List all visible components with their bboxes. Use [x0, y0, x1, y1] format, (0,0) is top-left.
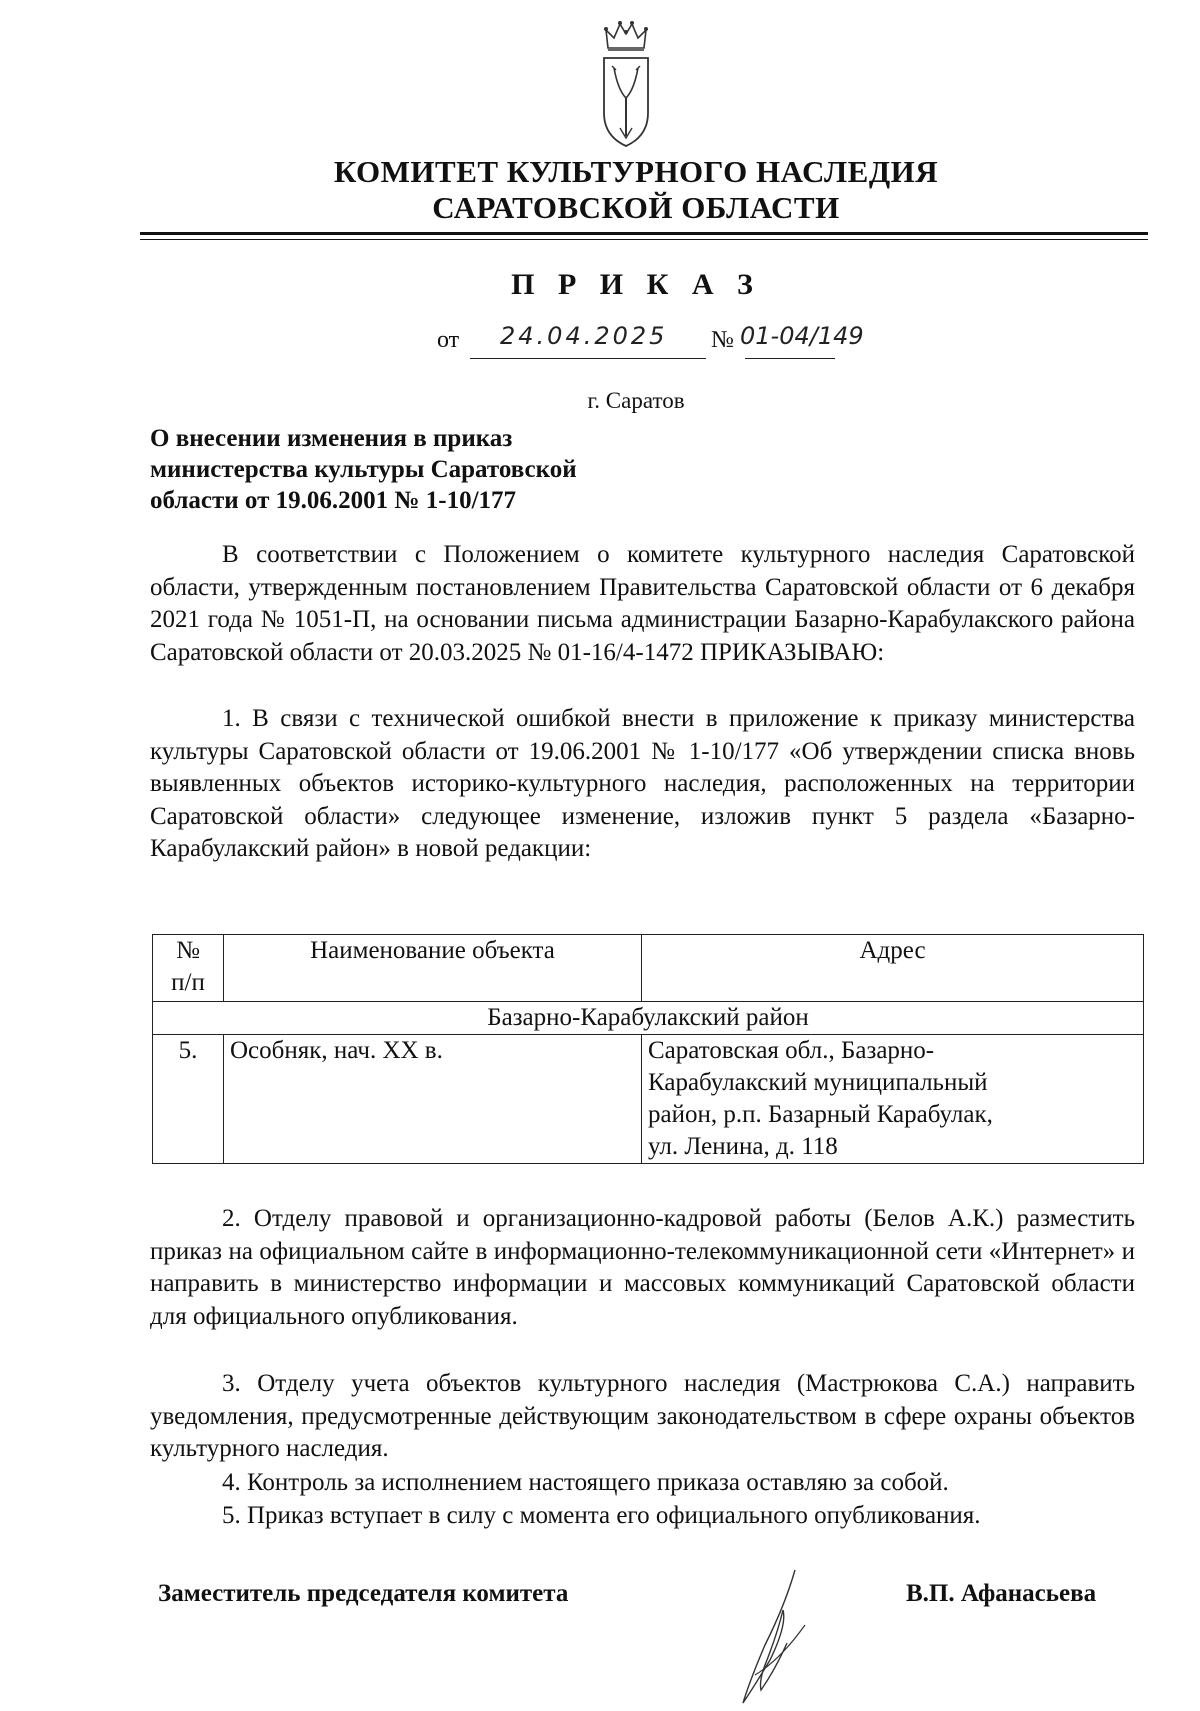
item-1-paragraph: 1. В связи с технической ошибкой внести в приложение к приказу министерства культуры Саратовской области от 19.06.2001 № 1-10/177 «Об утверждении списка вновь выявленных объектов историко-культурного наследия, расположенных на территории Саратовской области» следующее изменение, изложив пункт 5 раздела «Базарно-Карабулакский район» в новой редакции: — [150, 705, 1135, 862]
header-cell-number: № п/п — [153, 935, 224, 1002]
subject-line: области от 19.06.2001 № 1-10/177 — [150, 487, 517, 514]
date-prefix: от — [437, 327, 460, 353]
table-header-row — [153, 935, 1144, 1002]
header-rule-thick — [140, 232, 1148, 235]
subject-line: министерства культуры Саратовской — [150, 456, 577, 483]
item-5-paragraph: 5. Приказ вступает в силу с момента его официального опубликования. — [222, 1502, 981, 1529]
organization-name-line1: КОМИТЕТ КУЛЬТУРНОГО НАСЛЕДИЯ — [333, 154, 939, 189]
table-district-row — [153, 1002, 1144, 1035]
order-number: 01-04/149 — [740, 322, 864, 350]
item-4-paragraph: 4. Контроль за исполнением настоящего приказа оставляю за собой. — [222, 1469, 949, 1496]
heritage-object-table — [152, 934, 1144, 1164]
date-underline — [470, 358, 706, 359]
organization-name-line2: САРАТОВСКОЙ ОБЛАСТИ — [432, 190, 840, 225]
number-underline — [745, 358, 835, 359]
header-rule-thin — [140, 239, 1148, 240]
row-address-cell: Саратовская обл., Базарно- Карабулакский муниципальный район, р.п. Базарный Карабулак, ул. Ленина, д. 118 — [642, 1035, 1144, 1164]
item-3-paragraph: 3. Отделу учета объектов культурного наследия (Мастрюкова С.А.) направить уведомления, предусмотренные действующим законодательством в сфере охраны объектов культурного наследия. — [150, 1370, 1135, 1462]
order-date: 24.04.2025 — [500, 322, 668, 350]
city: г. Саратов — [587, 388, 685, 413]
item-2-paragraph: 2. Отделу правовой и организационно-кадровой работы (Белов А.К.) разместить приказ на официальном сайте в информационно-телекоммуникационной сети «Интернет» и направить в министерство информации и массовых коммуникаций Саратовской области для официального опубликования. — [150, 1205, 1135, 1330]
table-row — [153, 1035, 1144, 1164]
coat-of-arms-icon — [596, 18, 656, 150]
row-number-cell: 5. — [153, 1035, 224, 1164]
header-cell-address: Адрес — [642, 935, 1144, 1002]
preamble-paragraph: В соответствии с Положением о комитете культурного наследия Саратовской области, утвержденным постановлением Правительства Саратовской области от 6 декабря 2021 года № 1051-П, на основании письма администрации Базарно-Карабулакского района Саратовской области от 20.03.2025 № 01-16/4-1472 ПРИКАЗЫВАЮ: — [150, 541, 1135, 666]
subject-line: О внесении изменения в приказ — [150, 425, 513, 452]
signatory-name: В.П. Афанасьева — [906, 1580, 1097, 1607]
row-name-cell: Особняк, нач. XX в. — [224, 1035, 642, 1164]
order-subject — [150, 423, 690, 516]
handwritten-signature-icon — [725, 1565, 825, 1710]
header-cell-name: Наименование объекта — [224, 935, 642, 1002]
signatory-title: Заместитель председателя комитета — [158, 1580, 569, 1607]
number-prefix: № — [711, 327, 734, 353]
district-cell: Базарно-Карабулакский район — [153, 1002, 1144, 1035]
document-type-title: П Р И К А З — [511, 268, 761, 301]
